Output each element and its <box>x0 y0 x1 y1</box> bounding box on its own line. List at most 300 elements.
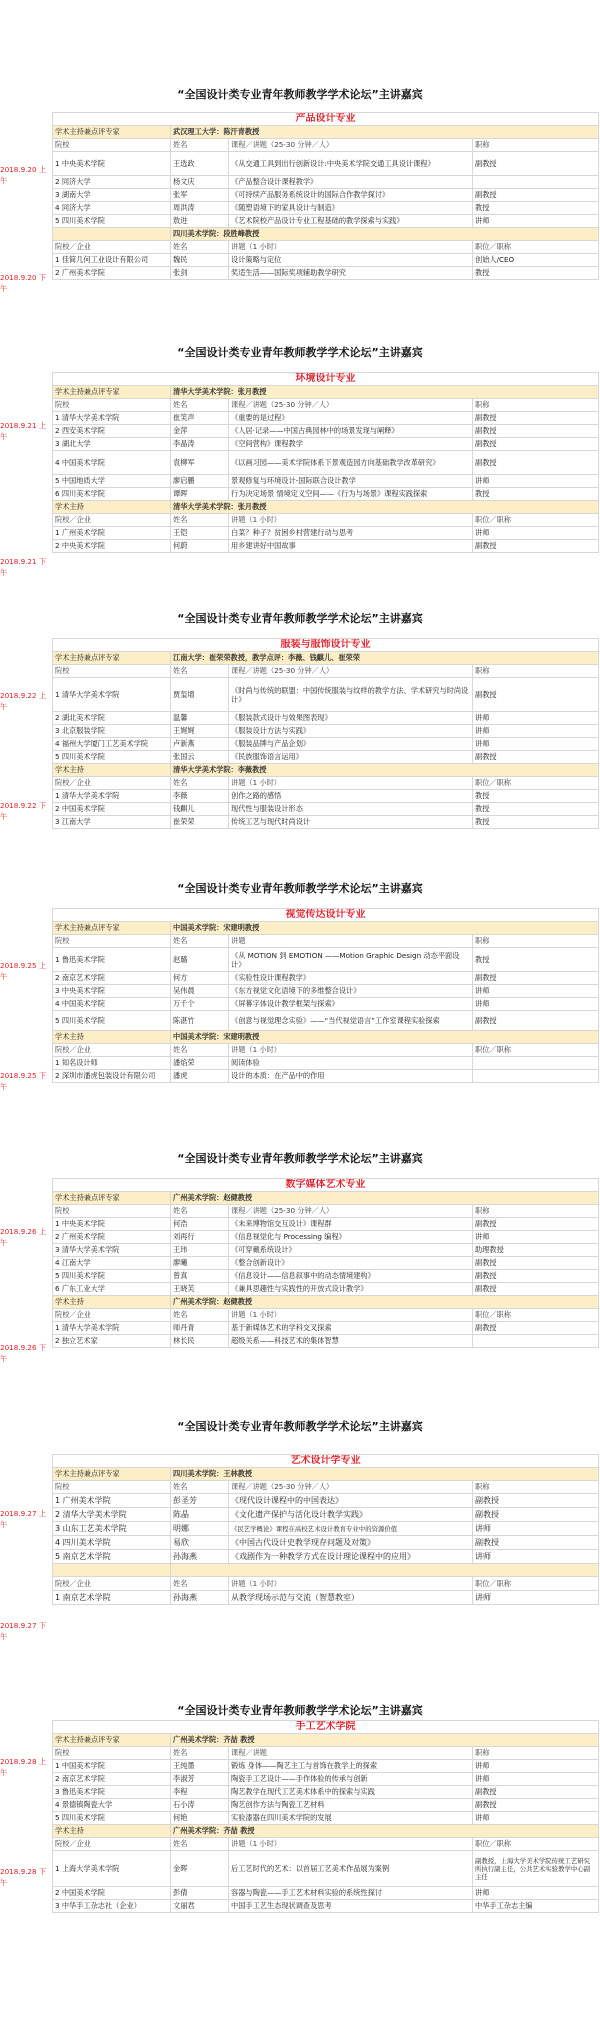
cell-topic: 《服装款式设计与效果图表现》 <box>229 712 473 725</box>
host-label: 学术主持兼点评专家 <box>53 126 171 139</box>
cell-title: 副教授 <box>473 152 599 176</box>
cell-name: 王选政 <box>171 152 229 176</box>
cell-name: 曾真 <box>171 1270 229 1283</box>
table-row <box>53 202 599 215</box>
cell-name: 温馨 <box>171 712 229 725</box>
table-row <box>53 1851 599 1887</box>
cell-school: 5 中国地质大学 <box>53 475 171 488</box>
host-name: 广州美术学院：齐喆 教授 <box>171 1825 599 1838</box>
col-header: 姓名 <box>171 514 229 527</box>
col-header: 院校 <box>53 665 171 678</box>
col-header: 职称 <box>473 399 599 412</box>
table-row <box>53 998 599 1011</box>
col-header: 职位／职称 <box>473 1309 599 1322</box>
cell-name: 孙海燕 <box>171 1591 229 1605</box>
cell-title: 副教授 <box>473 1257 599 1270</box>
table-row <box>53 254 599 267</box>
col-header: 职位／职称 <box>473 1044 599 1057</box>
table-row <box>53 475 599 488</box>
host-name: 中国美术学院：宋建明教授 <box>171 1031 599 1044</box>
cell-school: 1 南京艺术学院 <box>53 1591 171 1605</box>
cell-topic: 《随塑语境下的家具设计与制造》 <box>229 202 473 215</box>
cell-title: 副教授 <box>473 189 599 202</box>
table-row <box>53 1322 599 1335</box>
cell-school: 1 佳简几何工业设计有限公司 <box>53 254 171 267</box>
col-header: 院校／企业 <box>53 241 171 254</box>
cell-name: 文丽君 <box>171 1900 229 1913</box>
session-date: 2018.9.20 上午 <box>0 165 47 185</box>
table-row <box>53 1508 599 1522</box>
schedule-table <box>52 638 599 829</box>
cell-title: 教授 <box>473 816 599 829</box>
session-date: 2018.9.26 上午 <box>0 1227 47 1247</box>
col-header: 讲题（1 小时） <box>229 777 473 790</box>
cell-topic: 景观修复与环境设计-国际联合设计教学 <box>229 475 473 488</box>
cell-topic: 用乡建讲好中国故事 <box>229 540 473 553</box>
session-date: 2018.9.28 下午 <box>0 1867 47 1887</box>
forum-title: “全国设计类专业青年教师教学学术论坛”主讲嘉宾 <box>177 612 423 625</box>
cell-topic: 从教学现场示范与交流（智慧教室） <box>229 1591 473 1605</box>
host-label: 学术主持 <box>53 501 171 514</box>
col-header: 讲题（1 小时） <box>229 1838 473 1851</box>
cell-topic: 《空间营构》课程教学 <box>229 438 473 451</box>
cell-school: 2 西安美术学院 <box>53 425 171 438</box>
cell-title: 讲师 <box>473 712 599 725</box>
cell-name: 吴伟晨 <box>171 985 229 998</box>
cell-topic: 行为决定场景 情境定义空间——《行为与场景》课程实践探索 <box>229 488 473 501</box>
col-header: 院校／企业 <box>53 1838 171 1851</box>
cell-title: 讲师 <box>473 1773 599 1786</box>
cell-school: 3 中华手工杂志社（企业） <box>53 1900 171 1913</box>
cell-title: 副教授 <box>473 678 599 712</box>
host-label: 学术主持 <box>53 764 171 777</box>
table-row <box>53 972 599 985</box>
col-header: 职称 <box>473 935 599 948</box>
cell-topic: 设计策略与定位 <box>229 254 473 267</box>
cell-name: 何浩 <box>171 1218 229 1231</box>
cell-school: 1 广州美术学院 <box>53 1494 171 1508</box>
table-row <box>53 1786 599 1799</box>
session-date: 2018.9.22 下午 <box>0 801 47 821</box>
col-header: 课程／讲题 <box>229 1747 473 1760</box>
col-header: 课程／讲题（25-30 分钟／人） <box>229 399 473 412</box>
cell-title: 讲师 <box>473 1550 599 1564</box>
cell-name: 潘虎 <box>171 1070 229 1083</box>
session-date: 2018.9.26 下午 <box>0 1343 47 1363</box>
cell-name: 张军 <box>171 189 229 202</box>
cell-topic: 陶瓷手工艺设计——手作体验的传承与创新 <box>229 1773 473 1786</box>
cell-title: 讲师 <box>473 527 599 540</box>
cell-school: 4 四川美术学院 <box>53 1536 171 1550</box>
col-header: 姓名 <box>171 777 229 790</box>
cell-school: 1 中央美术学院 <box>53 1218 171 1231</box>
cell-name: 钱麒儿 <box>171 803 229 816</box>
cell-topic: 阅读体验 <box>229 1057 473 1070</box>
cell-school: 2 深圳市潘虎包装设计有限公司 <box>53 1070 171 1083</box>
cell-name: 李晶涛 <box>171 438 229 451</box>
table-row <box>53 803 599 816</box>
cell-title <box>473 176 599 189</box>
cell-topic: 传统工艺与现代时尚设计 <box>229 816 473 829</box>
col-header: 姓名 <box>171 1205 229 1218</box>
table-row <box>53 176 599 189</box>
cell-topic: 《艺术院校产品设计专业工程基础的教学探索与实践》 <box>229 215 473 228</box>
cell-topic: 《中国古代设计史教学现存问题及对策》 <box>229 1536 473 1550</box>
cell-name: 师丹青 <box>171 1322 229 1335</box>
table-row <box>53 1335 599 1348</box>
cell-name: 万千个 <box>171 998 229 1011</box>
cell-name: 何蔚 <box>171 540 229 553</box>
cell-topic: 锻炼 身体——陶艺主工与首饰在教学上的探索 <box>229 1760 473 1773</box>
cell-name: 廖启鹏 <box>171 475 229 488</box>
cell-title: 讲师 <box>473 1522 599 1536</box>
cell-title: 教授 <box>473 267 599 280</box>
col-header: 职位／职称 <box>473 514 599 527</box>
cell-name: 王晓芙 <box>171 1283 229 1296</box>
cell-name: 易欣 <box>171 1536 229 1550</box>
table-row <box>53 540 599 553</box>
col-header: 姓名 <box>171 1747 229 1760</box>
cell-title: 讲师 <box>473 985 599 998</box>
table-row <box>53 790 599 803</box>
cell-school: 4 江南大学 <box>53 1257 171 1270</box>
schedule-table <box>52 1178 599 1348</box>
table-row <box>53 527 599 540</box>
cell-topic: 后工艺时代的艺术：以首届工艺美术作品展为案例 <box>229 1851 473 1887</box>
cell-title <box>473 1070 599 1083</box>
cell-title: 副教授 <box>473 1494 599 1508</box>
table-row <box>53 425 599 438</box>
col-header: 职位／职称 <box>473 1838 599 1851</box>
category-title: 服装与服饰设计专业 <box>53 639 599 652</box>
table-row <box>53 985 599 998</box>
table-row <box>53 1231 599 1244</box>
col-header: 讲题（1 小时） <box>229 241 473 254</box>
cell-school: 2 南京艺术学院 <box>53 1773 171 1786</box>
cell-title: 讲师 <box>473 1812 599 1825</box>
col-header: 院校／企业 <box>53 777 171 790</box>
cell-title: 教授 <box>473 948 599 972</box>
cell-topic: 《未来博物馆交互设计》课程群 <box>229 1218 473 1231</box>
cell-name: 谭晖 <box>171 488 229 501</box>
col-header: 姓名 <box>171 1577 229 1591</box>
host-name: 江南大学：崔荣荣教授，教学点评：李薇、钱麒儿、崔荣荣 <box>171 652 599 665</box>
cell-school: 1 清华大学美术学院 <box>53 412 171 425</box>
cell-topic: 《产品整合设计课程教学》 <box>229 176 473 189</box>
cell-name: 周洪涛 <box>171 202 229 215</box>
col-header: 院校／企业 <box>53 514 171 527</box>
cell-title: 教授 <box>473 488 599 501</box>
cell-school: 1 鲁迅美术学院 <box>53 948 171 972</box>
schedule-table <box>52 1454 599 1605</box>
cell-name: 石小涛 <box>171 1799 229 1812</box>
cell-school: 3 北京服装学院 <box>53 725 171 738</box>
cell-name: 张国云 <box>171 751 229 764</box>
table-row <box>53 1550 599 1564</box>
cell-topic: 《从交通工具到出行创新设计:中央美术学院交通工具设计课程》 <box>229 152 473 176</box>
cell-title: 创始人/CEO <box>473 254 599 267</box>
cell-topic: 《信息视觉化与 Processing 编程》 <box>229 1231 473 1244</box>
col-header: 院校 <box>53 1747 171 1760</box>
cell-name: 明娜 <box>171 1522 229 1536</box>
cell-title: 教授 <box>473 790 599 803</box>
forum-title: “全国设计类专业青年教师教学学术论坛”主讲嘉宾 <box>177 1152 423 1165</box>
cell-topic: 《民艺学概论》课程在高校艺术设计教育专业中的资源价值 <box>229 1522 473 1536</box>
cell-title: 教授 <box>473 202 599 215</box>
cell-topic: 《屏幕字体设计教学框架与探索》 <box>229 998 473 1011</box>
session-date: 2018.9.21 上午 <box>0 421 47 441</box>
cell-school: 3 江南大学 <box>53 816 171 829</box>
cell-school: 2 中国美术学院 <box>53 803 171 816</box>
cell-school: 2 中央美术学院 <box>53 540 171 553</box>
cell-name: 彭圣芳 <box>171 1494 229 1508</box>
cell-topic: 《创意与视觉理念实验》——“当代视觉语言”工作室课程实验探索 <box>229 1011 473 1031</box>
cell-name: 王娓娓 <box>171 725 229 738</box>
table-row <box>53 451 599 475</box>
session-date: 2018.9.20 下午 <box>0 273 47 293</box>
col-header: 职位／职称 <box>473 777 599 790</box>
col-header: 姓名 <box>171 1481 229 1494</box>
col-header: 课程／讲题（25-30 分钟／人） <box>229 665 473 678</box>
host-name: 四川美术学院：王林教授 <box>171 1468 599 1481</box>
host-label: 学术主持 <box>53 1031 171 1044</box>
col-header: 院校／企业 <box>53 1577 171 1591</box>
cell-title: 副教授 <box>473 540 599 553</box>
col-header: 讲题（1 小时） <box>229 514 473 527</box>
cell-title: 讲师 <box>473 998 599 1011</box>
cell-title: 副教授 <box>473 972 599 985</box>
cell-topic: 白菜？种子？贫困乡村营建行动与思考 <box>229 527 473 540</box>
cell-name: 王玮 <box>171 1244 229 1257</box>
col-header: 课程／讲题（25-30 分钟／人） <box>229 139 473 152</box>
category-title: 手工艺术学院 <box>53 1721 599 1734</box>
cell-school: 2 湖北美术学院 <box>53 712 171 725</box>
cell-name: 李薇 <box>171 790 229 803</box>
cell-school: 2 南京艺术学院 <box>53 972 171 985</box>
cell-school: 4 同济大学 <box>53 202 171 215</box>
category-title: 艺术设计学专业 <box>53 1455 599 1468</box>
host-label: 学术主持兼点评专家 <box>53 922 171 935</box>
cell-school: 5 四川美术学院 <box>53 1270 171 1283</box>
host-name <box>171 1564 599 1577</box>
cell-school: 3 清华大学美术学院 <box>53 1244 171 1257</box>
cell-school: 3 湖北大学 <box>53 438 171 451</box>
cell-name: 赵璐 <box>171 948 229 972</box>
forum-title: “全国设计类专业青年教师教学学术论坛”主讲嘉宾 <box>177 1420 423 1433</box>
cell-school: 1 知名设计师 <box>53 1057 171 1070</box>
col-header: 姓名 <box>171 139 229 152</box>
category-title: 产品设计专业 <box>53 113 599 126</box>
forum-title: “全国设计类专业青年教师教学学术论坛”主讲嘉宾 <box>177 346 423 359</box>
cell-title: 讲师 <box>473 1760 599 1773</box>
cell-name: 贾玺增 <box>171 678 229 712</box>
cell-school: 5 四川美术学院 <box>53 1011 171 1031</box>
cell-title: 副教授 <box>473 1799 599 1812</box>
table-row <box>53 1522 599 1536</box>
host-name: 广州美术学院：赵健教授 <box>171 1192 599 1205</box>
col-header: 姓名 <box>171 935 229 948</box>
cell-topic: 《戏剧作为一种教学方式在设计理论课程中的应用》 <box>229 1550 473 1564</box>
cell-topic: 中国手工艺生态现状调查及思考 <box>229 1900 473 1913</box>
cell-school: 5 南京艺术学院 <box>53 1550 171 1564</box>
cell-topic: 现代性与服装设计形态 <box>229 803 473 816</box>
col-header: 院校 <box>53 1205 171 1218</box>
col-header: 院校／企业 <box>53 1044 171 1057</box>
cell-title: 副教授 <box>473 1322 599 1335</box>
cell-name: 彭倩 <box>171 1887 229 1900</box>
schedule-table <box>52 372 599 553</box>
cell-name: 崔笑声 <box>171 412 229 425</box>
cell-school: 4 中国美术学院 <box>53 998 171 1011</box>
col-header: 讲题（1 小时） <box>229 1309 473 1322</box>
forum-title: “全国设计类专业青年教师教学学术论坛”主讲嘉宾 <box>177 1704 423 1717</box>
cell-school: 5 四川美术学院 <box>53 1812 171 1825</box>
cell-topic: 实验漆器在四川美术学院的发展 <box>229 1812 473 1825</box>
host-name: 广州美术学院：赵健教授 <box>171 1296 599 1309</box>
cell-school: 3 鲁迅美术学院 <box>53 1786 171 1799</box>
cell-topic: 基于新媒体艺术的学科交叉探索 <box>229 1322 473 1335</box>
cell-name: 袁柳军 <box>171 451 229 475</box>
cell-school: 3 山东工艺美术学院 <box>53 1522 171 1536</box>
cell-title: 讲师 <box>473 725 599 738</box>
table-row <box>53 1536 599 1550</box>
table-row <box>53 189 599 202</box>
cell-name: 林长民 <box>171 1335 229 1348</box>
col-header: 姓名 <box>171 665 229 678</box>
cell-topic: 《时尚与传统的联盟：中国传统服装与纹样的教学方法、学术研究与时尚设计》 <box>229 678 473 712</box>
table-row <box>53 751 599 764</box>
col-header: 课程／讲题（25-30 分钟／人） <box>229 1205 473 1218</box>
table-row <box>53 152 599 176</box>
table-row <box>53 1887 599 1900</box>
table-row <box>53 412 599 425</box>
table-row <box>53 1591 599 1605</box>
table-row <box>53 438 599 451</box>
table-row <box>53 1011 599 1031</box>
session-date: 2018.9.27 上午 <box>0 1509 47 1529</box>
category-title: 数字媒体艺术专业 <box>53 1179 599 1192</box>
cell-title: 副教授 <box>473 1283 599 1296</box>
host-label: 学术主持 <box>53 1825 171 1838</box>
col-header: 院校 <box>53 139 171 152</box>
cell-topic: 《文化遗产保护与活化设计教学实践》 <box>229 1508 473 1522</box>
cell-title: 讲师 <box>473 1591 599 1605</box>
table-row <box>53 678 599 712</box>
col-header: 院校 <box>53 935 171 948</box>
cell-topic: 《以画习园——美术学院体系下景观造园方向基础教学改革研究》 <box>229 451 473 475</box>
cell-school: 5 四川美术学院 <box>53 751 171 764</box>
cell-topic: 《民族服饰语言运用》 <box>229 751 473 764</box>
table-row <box>53 738 599 751</box>
table-row <box>53 1494 599 1508</box>
col-header: 讲题（1 小时） <box>229 1577 473 1591</box>
cell-topic: 《兼具思趣性与实践性的开放式设计教学》 <box>229 1283 473 1296</box>
cell-school: 1 清华大学美术学院 <box>53 1322 171 1335</box>
cell-topic: 《服装品牌与产品企划》 <box>229 738 473 751</box>
col-header: 职称 <box>473 139 599 152</box>
cell-title: 讲师 <box>473 1231 599 1244</box>
cell-school: 6 广东工业大学 <box>53 1283 171 1296</box>
forum-title: “全国设计类专业青年教师教学学术论坛”主讲嘉宾 <box>177 882 423 895</box>
cell-title: 中华手工杂志主编 <box>473 1900 599 1913</box>
cell-name: 潘焰荣 <box>171 1057 229 1070</box>
cell-topic: 《实验性设计课程教学》 <box>229 972 473 985</box>
table-row <box>53 816 599 829</box>
cell-title: 副教授 <box>473 1536 599 1550</box>
host-label: 学术主持兼点评专家 <box>53 386 171 399</box>
schedule-table <box>52 1720 599 1913</box>
col-header: 院校 <box>53 1481 171 1494</box>
cell-name: 李程 <box>171 1786 229 1799</box>
cell-name: 王纯墨 <box>171 1760 229 1773</box>
table-row <box>53 712 599 725</box>
host-name: 清华大学美术学院：李薇教授 <box>171 764 599 777</box>
cell-topic: 《可持续产品服务系统设计的国际合作教学探讨》 <box>229 189 473 202</box>
cell-title: 副教授 <box>473 1270 599 1283</box>
col-header: 姓名 <box>171 1838 229 1851</box>
cell-topic: 奖适生活——国际奖项辅助教学研究 <box>229 267 473 280</box>
host-name: 武汉理工大学：陈汗青教授 <box>171 126 599 139</box>
cell-topic: 《从 MOTION 到 EMOTION ——Motion Graphic Design 动态平面设计》 <box>229 948 473 972</box>
host-name: 清华大学美术学院：张月教授 <box>171 501 599 514</box>
cell-title: 教授 <box>473 803 599 816</box>
cell-title: 副教授 <box>473 1786 599 1799</box>
table-row <box>53 1773 599 1786</box>
table-row <box>53 1283 599 1296</box>
cell-topic: 陶艺创作方法与陶瓷工艺材料 <box>229 1799 473 1812</box>
cell-school: 2 独立艺术家 <box>53 1335 171 1348</box>
cell-school: 1 清华大学美术学院 <box>53 790 171 803</box>
cell-title: 副教授 <box>473 1011 599 1031</box>
cell-topic: 容器与陶瓷——手工艺术材料实验的系统性探讨 <box>229 1887 473 1900</box>
cell-school: 2 同济大学 <box>53 176 171 189</box>
session-date: 2018.9.21 下午 <box>0 557 47 577</box>
cell-title: 讲师 <box>473 215 599 228</box>
session-date: 2018.9.28 上午 <box>0 1757 47 1777</box>
table-row <box>53 1760 599 1773</box>
cell-name: 李淑芳 <box>171 1773 229 1786</box>
col-header: 职称 <box>473 1481 599 1494</box>
cell-title <box>473 1057 599 1070</box>
cell-name: 陈湛竹 <box>171 1011 229 1031</box>
cell-school: 1 清华大学美术学院 <box>53 678 171 712</box>
cell-school: 2 中国美术学院 <box>53 1887 171 1900</box>
cell-name: 敖进 <box>171 215 229 228</box>
col-header: 课程／讲题（25-30 分钟／人） <box>229 1481 473 1494</box>
cell-topic: 《信息设计——信息叙事中的动态情境建构》 <box>229 1270 473 1283</box>
host-label: 学术主持 <box>53 1296 171 1309</box>
cell-name: 何艳 <box>171 1812 229 1825</box>
col-header: 职称 <box>473 1747 599 1760</box>
cell-title: 副教授 <box>473 751 599 764</box>
cell-school: 1 中国美术学院 <box>53 1760 171 1773</box>
cell-title: 副教授 <box>473 412 599 425</box>
category-title: 视觉传达设计专业 <box>53 909 599 922</box>
cell-topic: 《整合创新设计》 <box>229 1257 473 1270</box>
cell-topic: 《可穿戴系统设计》 <box>229 1244 473 1257</box>
cell-school: 3 中央美术学院 <box>53 985 171 998</box>
cell-school: 1 上海大学美术学院 <box>53 1851 171 1887</box>
cell-school: 2 广州美术学院 <box>53 1231 171 1244</box>
cell-title: 讲师 <box>473 475 599 488</box>
table-row <box>53 488 599 501</box>
table-row <box>53 1057 599 1070</box>
cell-school: 4 中国美术学院 <box>53 451 171 475</box>
col-header: 职位／职称 <box>473 241 599 254</box>
cell-school: 4 景德镇陶瓷大学 <box>53 1799 171 1812</box>
cell-name: 魏民 <box>171 254 229 267</box>
table-row <box>53 725 599 738</box>
